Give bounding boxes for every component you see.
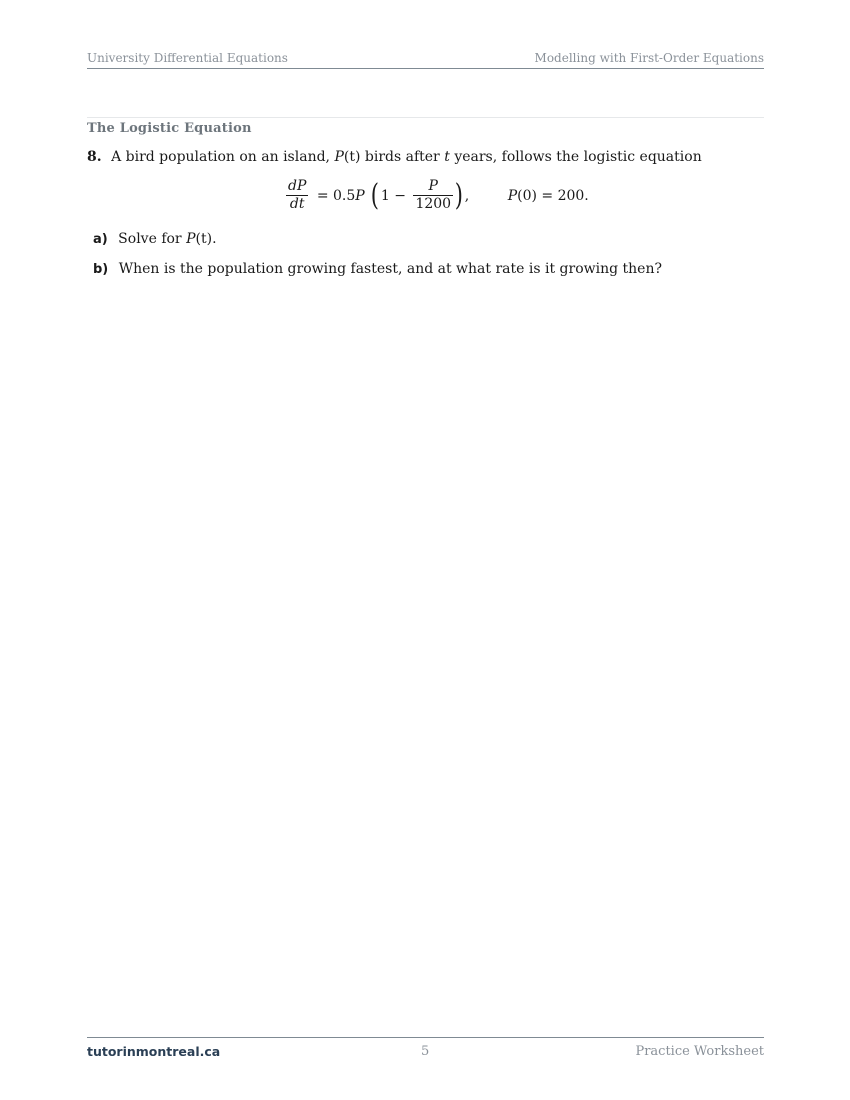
part-a-text: Solve for bbox=[118, 231, 182, 247]
part-a bbox=[93, 231, 662, 261]
header-course-title: University Differential Equations bbox=[87, 51, 288, 65]
problem-text-2: birds after bbox=[364, 149, 440, 165]
capacity-numerator: P bbox=[413, 178, 453, 196]
problem-number: 8. bbox=[87, 149, 102, 165]
section-title: The Logistic Equation bbox=[87, 121, 252, 136]
initial-condition-variable: P bbox=[507, 187, 518, 204]
part-b-text: When is the population growing fastest, and at what rate is it growing then? bbox=[118, 261, 662, 277]
part-b bbox=[93, 261, 662, 291]
left-parenthesis: ( bbox=[370, 177, 380, 213]
problem-statement bbox=[87, 149, 702, 165]
derivative-numerator: dP bbox=[288, 178, 307, 194]
part-a-math-arg: (t) bbox=[195, 231, 213, 247]
capacity-denominator: 1200 bbox=[415, 196, 452, 212]
footer-document-type: Practice Worksheet bbox=[635, 1044, 764, 1059]
right-parenthesis: ) bbox=[454, 177, 464, 213]
part-b-label: b) bbox=[93, 262, 109, 277]
page-footer bbox=[87, 1037, 764, 1062]
one-minus: 1 − bbox=[380, 187, 406, 204]
problem-function-name: P bbox=[334, 149, 344, 165]
derivative-denominator: dt bbox=[289, 196, 305, 212]
part-a-end: . bbox=[212, 231, 217, 247]
part-a-math-variable: P bbox=[186, 231, 196, 247]
problem-variable-t: t bbox=[444, 149, 450, 165]
equals-rate: = 0.5 bbox=[316, 187, 356, 204]
problem-function-arg: (t) bbox=[343, 149, 361, 165]
footer-page-number: 5 bbox=[421, 1044, 430, 1059]
problem-text-3: years, follows the logistic equation bbox=[454, 149, 702, 165]
problem-text-1: A bird population on an island, bbox=[111, 149, 330, 165]
part-a-label: a) bbox=[93, 232, 108, 247]
section-divider bbox=[87, 117, 764, 118]
equation-comma: , bbox=[464, 187, 470, 204]
capacity-fraction bbox=[413, 178, 453, 213]
page-header bbox=[87, 50, 764, 69]
footer-site-link[interactable]: tutorinmontreal.ca bbox=[87, 1044, 221, 1059]
initial-condition bbox=[508, 188, 589, 204]
problem-parts bbox=[93, 231, 662, 291]
initial-condition-value: (0) = 200. bbox=[517, 187, 589, 204]
header-chapter-title: Modelling with First-Order Equations bbox=[534, 51, 764, 65]
rate-variable: P bbox=[355, 187, 365, 204]
derivative-fraction bbox=[286, 178, 308, 213]
logistic-equation bbox=[286, 178, 589, 220]
